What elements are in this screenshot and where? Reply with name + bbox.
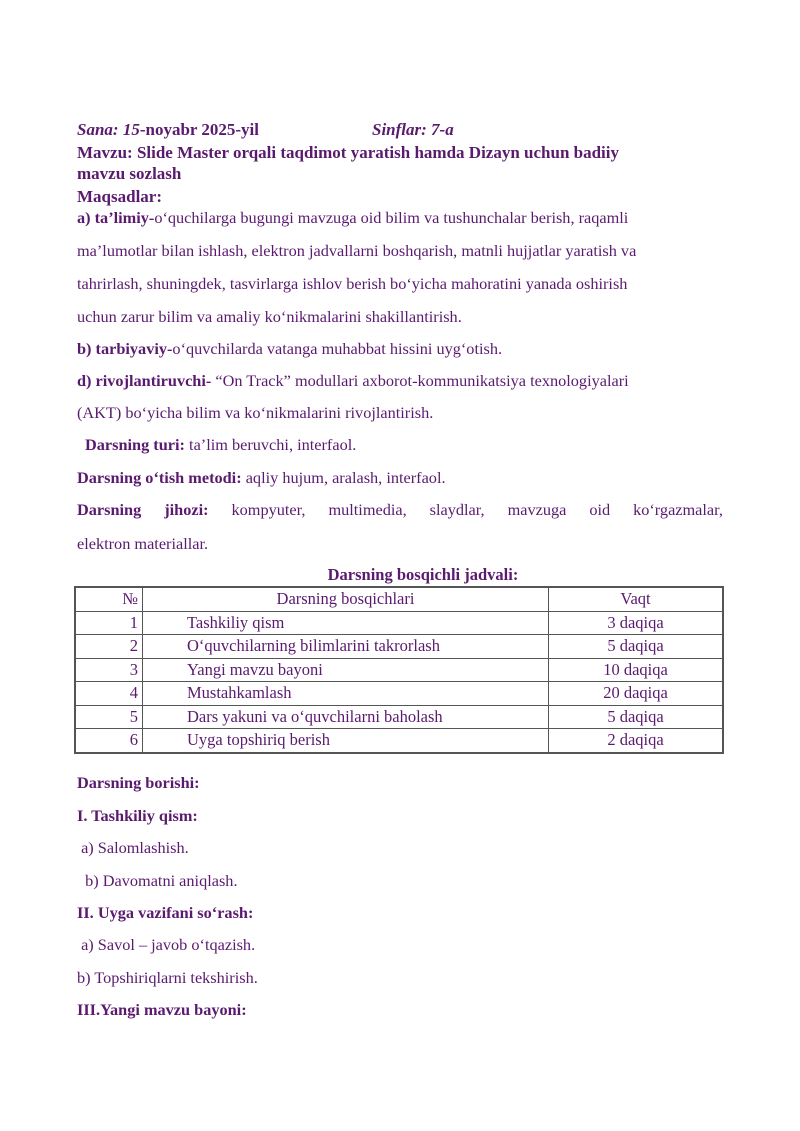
goal-b-label: b) tarbiyaviy- — [77, 339, 173, 358]
row-stage: Mustahkamlash — [143, 682, 549, 706]
goal-d-label: d) rivojlantiruvchi- — [77, 371, 212, 390]
section-2-title: II. Uyga vazifani so‘rash: — [77, 903, 254, 922]
date-rest: -noyabr 2025-yil — [139, 120, 259, 139]
row-stage: Tashkiliy qism — [143, 611, 549, 635]
date-label: Sana: — [77, 120, 119, 139]
table-row — [75, 729, 723, 753]
row-num: 3 — [75, 658, 143, 682]
row-time: 5 daqiqa — [549, 635, 724, 659]
row-stage: Yangi mavzu bayoni — [143, 658, 549, 682]
goal-a-line-2: ma’lumotlar bilan ishlash, elektron jadvallarni boshqarish, matnli hujjatlar yaratish va — [77, 241, 637, 260]
goal-a-line-3: tahrirlash, shuningdek, tasvirlarga ishlov berish bo‘yicha mahoratini yanada oshirish — [77, 274, 628, 293]
lesson-equip-line-1 — [77, 500, 723, 520]
header-num: № — [75, 587, 143, 611]
section-1-item-a: a) Salomlashish. — [77, 838, 189, 857]
row-stage: Uyga topshiriq berish — [143, 729, 549, 753]
class-label: Sinflar: 7-a — [372, 120, 454, 139]
lesson-equip-text-1: kompyuter, multimedia, slaydlar, mavzuga oid ko‘rgazmalar, — [231, 500, 724, 519]
section-3-title: III.Yangi mavzu bayoni: — [77, 1000, 247, 1019]
section-1-title: I. Tashkiliy qism: — [77, 806, 198, 825]
table-header-row — [75, 587, 723, 611]
row-num: 6 — [75, 729, 143, 753]
table-row — [75, 611, 723, 635]
goal-a-line-1 — [77, 208, 628, 228]
date-day: 15 — [122, 120, 140, 139]
progress-title: Darsning borishi: — [77, 773, 200, 792]
table-row — [75, 658, 723, 682]
row-num: 5 — [75, 705, 143, 729]
section-1-item-b: b) Davomatni aniqlash. — [77, 871, 238, 890]
goals-title: Maqsadlar: — [77, 187, 162, 206]
goal-b-line — [77, 339, 502, 359]
row-time: 2 daqiqa — [549, 729, 724, 753]
lesson-equip-label: Darsning jihozi: — [77, 500, 209, 519]
goal-d-text-1: “On Track” modullari axborot-kommunikatsiya texnologiyalari — [211, 371, 629, 390]
topic-line-1: Mavzu: Slide Master orqali taqdimot yaratish hamda Dizayn uchun badiiy — [77, 143, 620, 162]
header-time: Vaqt — [549, 587, 724, 611]
header-stage: Darsning bosqichlari — [143, 587, 549, 611]
goal-d-line-2: (AKT) bo‘yicha bilim va ko‘nikmalarini rivojlantirish. — [77, 403, 434, 422]
header-line — [77, 120, 454, 140]
row-time: 20 daqiqa — [549, 682, 724, 706]
goal-d-line-1 — [77, 371, 629, 391]
row-stage: O‘quvchilarning bilimlarini takrorlash — [143, 635, 549, 659]
goal-b-text: o‘quvchilarda vatanga muhabbat hissini uyg‘otish. — [172, 339, 503, 358]
stages-table — [74, 586, 724, 754]
row-time: 5 daqiqa — [549, 705, 724, 729]
lesson-method-label: Darsning o‘tish metodi: — [77, 468, 242, 487]
topic-line-2: mavzu sozlash — [77, 164, 182, 183]
goal-a-line-4: uchun zarur bilim va amaliy ko‘nikmalarini shakillantirish. — [77, 307, 462, 326]
goal-a-label: a) ta’limiy- — [77, 208, 155, 227]
row-time: 10 daqiqa — [549, 658, 724, 682]
row-stage: Dars yakuni va o‘quvchilarni baholash — [143, 705, 549, 729]
table-row — [75, 635, 723, 659]
goal-a-text-1: o‘quchilarga bugungi mavzuga oid bilim va tushunchalar berish, raqamli — [154, 208, 629, 227]
table-caption: Darsning bosqichli jadvali: — [327, 565, 519, 584]
section-2-item-b: b) Topshiriqlarni tekshirish. — [77, 968, 258, 987]
lesson-equip-line-2: elektron materiallar. — [77, 534, 209, 553]
lesson-method-value: aqliy hujum, aralash, interfaol. — [241, 468, 446, 487]
lesson-method-line — [77, 468, 446, 488]
table-row — [75, 682, 723, 706]
lesson-type-value: ta’lim beruvchi, interfaol. — [184, 435, 357, 454]
row-num: 1 — [75, 611, 143, 635]
row-num: 4 — [75, 682, 143, 706]
lesson-type-label: Darsning turi: — [85, 435, 185, 454]
section-2-item-a: a) Savol – javob o‘tqazish. — [77, 935, 256, 954]
lesson-type-line — [85, 435, 356, 455]
row-num: 2 — [75, 635, 143, 659]
row-time: 3 daqiqa — [549, 611, 724, 635]
table-row — [75, 705, 723, 729]
